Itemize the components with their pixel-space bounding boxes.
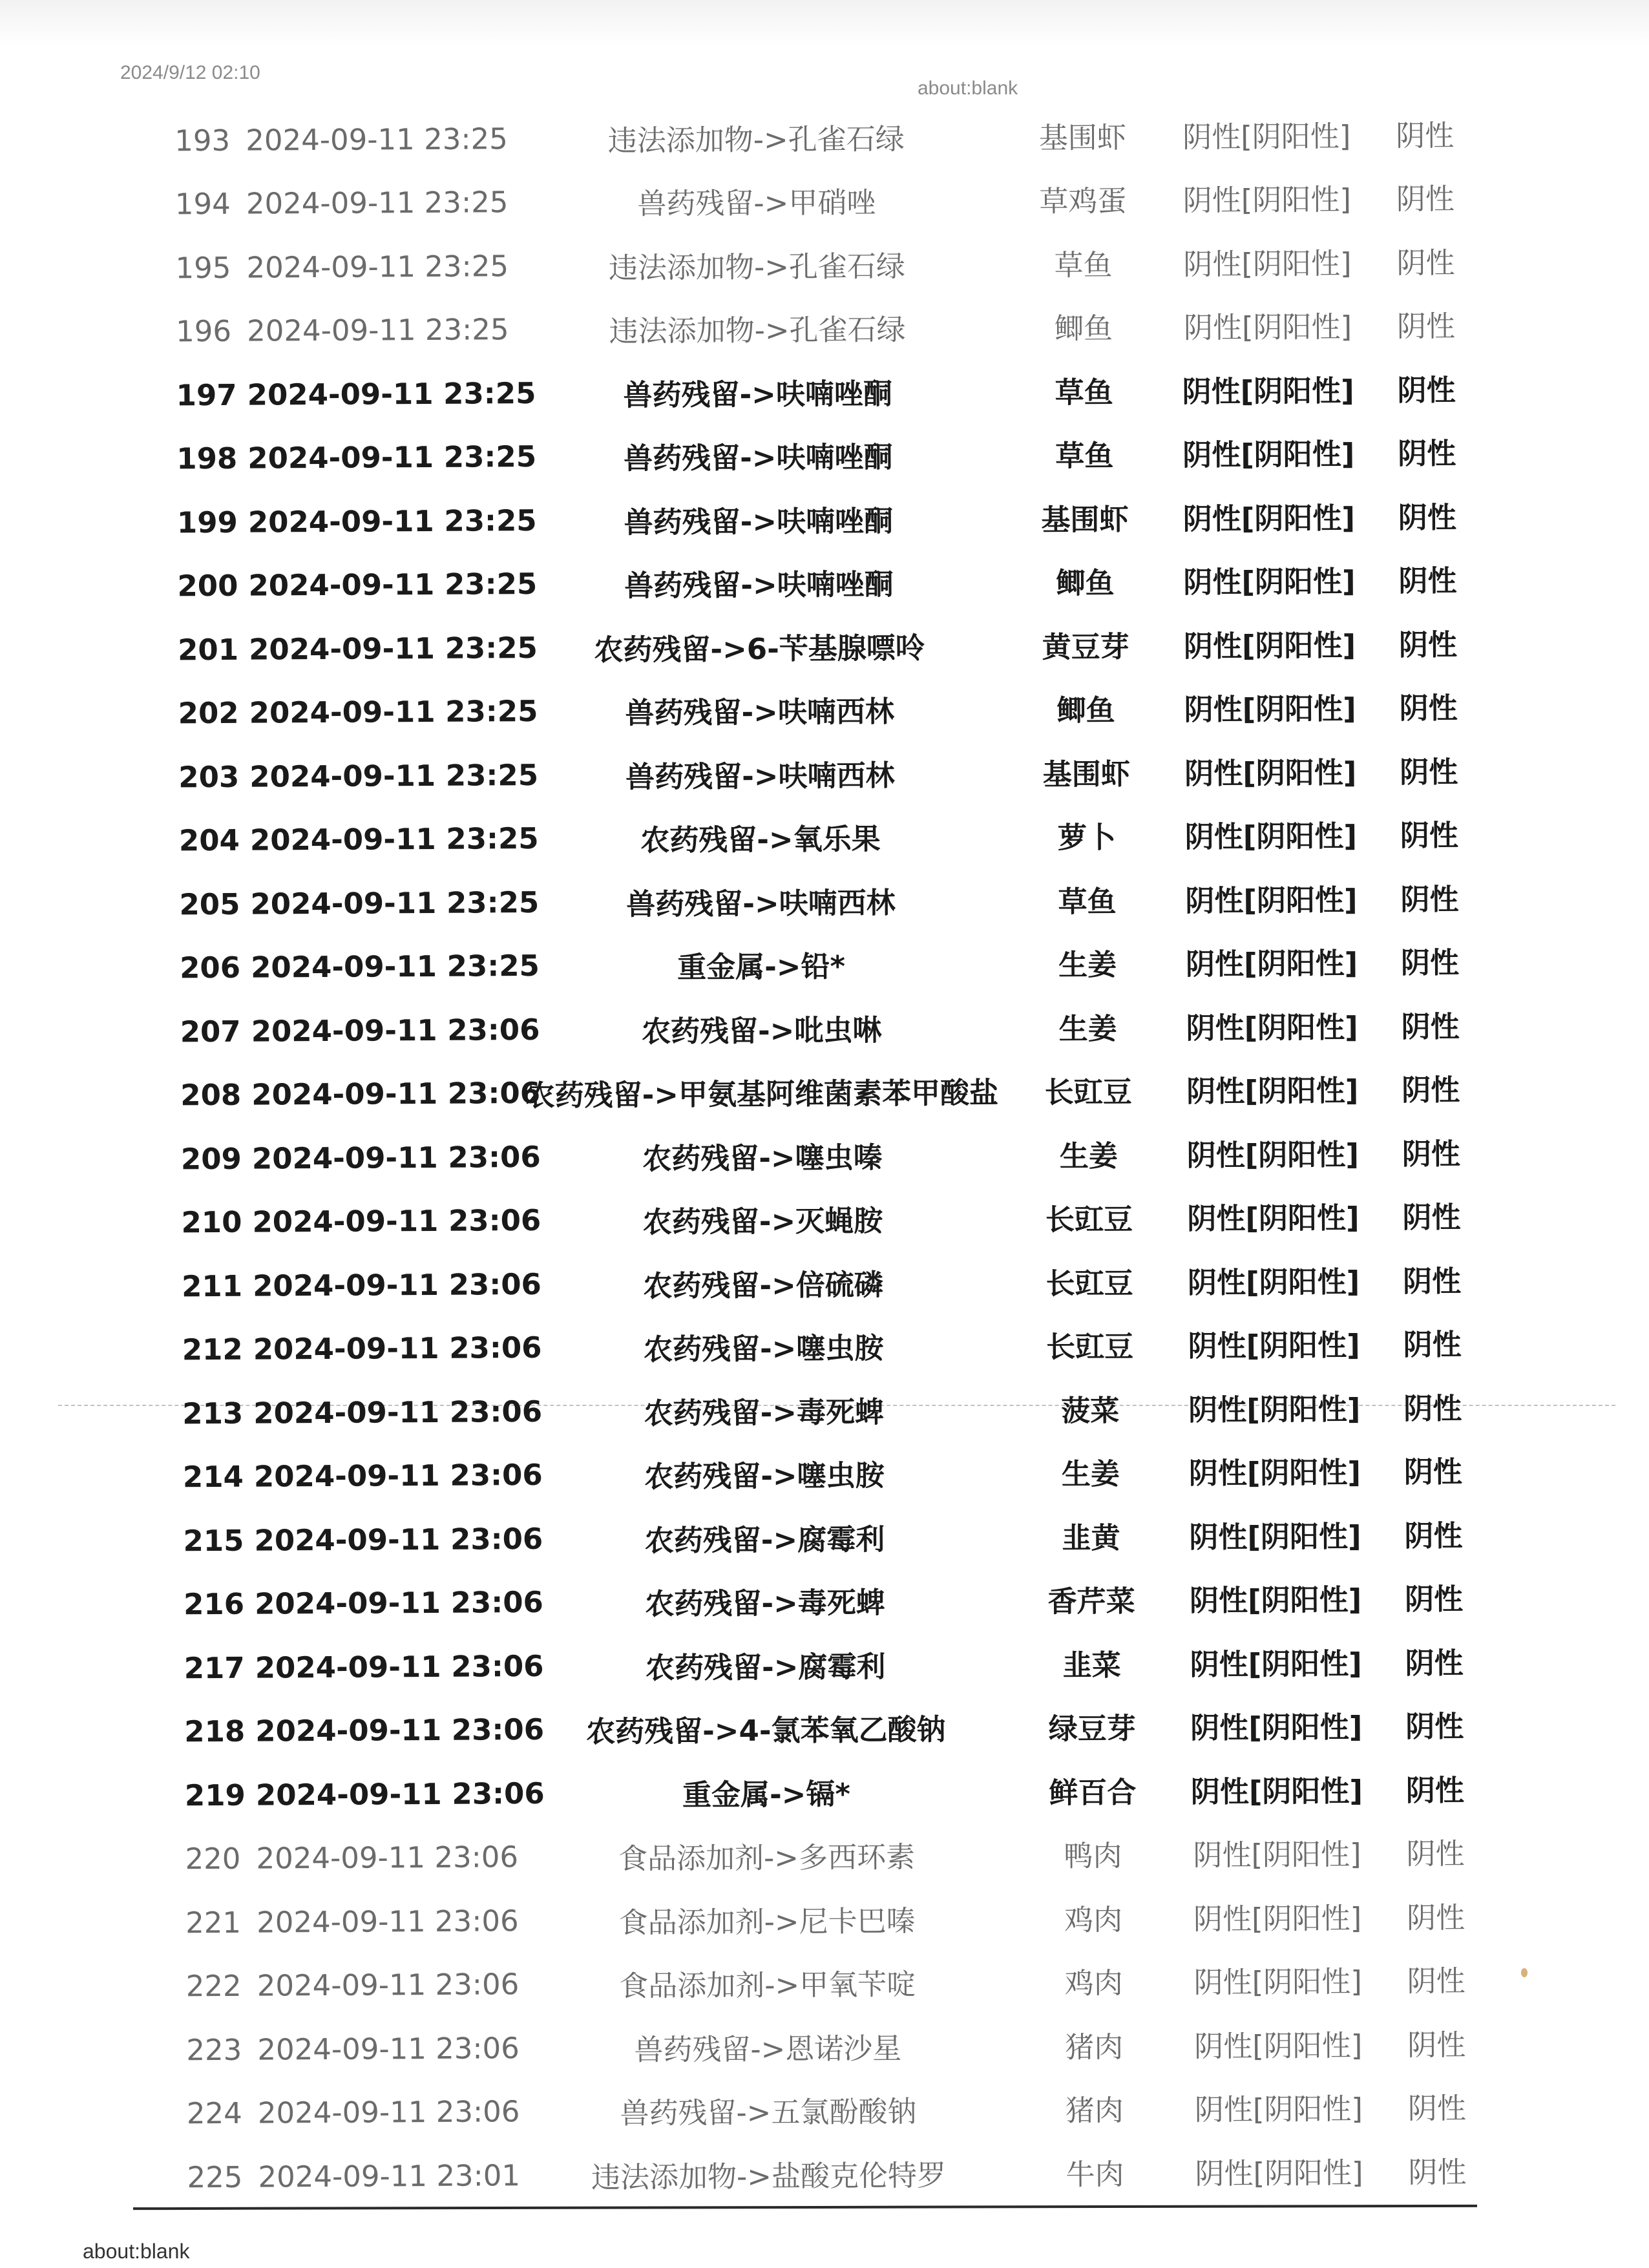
record-row [12, 2009, 1649, 2083]
record-result: 阴性 [1406, 1900, 1465, 1935]
record-result: 阴性 [1403, 1327, 1462, 1363]
record-number: 206 [179, 950, 241, 985]
record-result: 阴性 [1403, 1391, 1462, 1426]
record-result: 阴性 [1404, 1582, 1464, 1617]
record-standard: 阴性[阴阳性] [1194, 2092, 1363, 2128]
record-row [12, 2136, 1649, 2210]
record-time: 2024-09-11 23:06 [256, 1840, 519, 1876]
record-time: 2024-09-11 23:06 [255, 1776, 545, 1812]
record-sample: 基围虾 [1041, 502, 1129, 537]
record-standard: 阴性[阴阳性] [1185, 946, 1358, 982]
record-standard: 阴性[阴阳性] [1188, 1391, 1361, 1427]
print-timestamp: 2024/9/12 02:10 [120, 62, 260, 83]
record-test-item: 农药残留->甲氨基阿维菌素苯甲酸盐 [525, 1075, 999, 1113]
record-sample: 草鱼 [1054, 247, 1113, 282]
record-sample: 基围虾 [1038, 120, 1126, 155]
record-sample: 鸡肉 [1064, 1966, 1123, 2001]
record-result: 阴性 [1408, 2154, 1467, 2190]
record-sample: 草鸡蛋 [1039, 184, 1127, 219]
record-result: 阴性 [1398, 563, 1457, 599]
record-standard: 阴性[阴阳性] [1193, 1837, 1361, 1873]
record-number: 221 [185, 1905, 242, 1940]
record-test-item: 兽药残留->呋喃西林 [625, 758, 895, 794]
record-number: 210 [181, 1204, 242, 1240]
record-sample: 基围虾 [1042, 757, 1130, 792]
record-row [11, 1946, 1649, 2019]
record-number: 201 [177, 632, 239, 667]
record-standard: 阴性[阴阳性] [1194, 2028, 1363, 2064]
record-sample: 草鱼 [1055, 375, 1113, 410]
record-number: 215 [183, 1523, 244, 1559]
record-test-item: 兽药残留->呋喃唑酮 [624, 503, 894, 540]
record-sample: 猪肉 [1065, 2093, 1124, 2128]
record-number: 204 [178, 823, 240, 858]
record-standard: 阴性[阴阳性] [1193, 1900, 1362, 1937]
record-number: 222 [185, 1969, 242, 2004]
record-row [11, 1882, 1649, 1955]
record-standard: 阴性[阴阳性] [1183, 246, 1352, 282]
record-row [12, 2073, 1649, 2147]
record-number: 207 [180, 1014, 241, 1049]
record-standard: 阴性[阴阳性] [1183, 310, 1352, 346]
record-row [1, 354, 1649, 428]
record-test-item: 农药残留->毒死蜱 [644, 1394, 885, 1431]
record-sample: 长豇豆 [1046, 1329, 1134, 1365]
record-standard: 阴性[阴阳性] [1182, 373, 1354, 409]
print-url: about:blank [918, 78, 1018, 99]
record-time: 2024-09-11 23:06 [255, 1648, 544, 1685]
record-row [5, 863, 1649, 937]
record-number: 213 [182, 1396, 244, 1431]
record-standard: 阴性[阴阳性] [1182, 182, 1352, 218]
record-test-item: 农药残留->噻虫胺 [644, 1458, 885, 1495]
record-number: 216 [183, 1586, 245, 1622]
record-test-item: 重金属->铅* [677, 949, 846, 985]
record-number: 205 [179, 887, 240, 922]
record-number: 225 [187, 2159, 243, 2195]
record-result: 阴性 [1400, 881, 1459, 917]
record-time: 2024-09-11 23:06 [253, 1458, 543, 1494]
record-test-item: 兽药残留->呋喃西林 [626, 885, 896, 921]
record-test-item: 食品添加剂->甲氧苄啶 [619, 1967, 916, 2004]
record-row [3, 545, 1649, 619]
record-number: 199 [176, 505, 238, 540]
record-row [3, 481, 1649, 555]
record-test-item: 农药残留->吡虫啉 [641, 1013, 882, 1049]
record-standard: 阴性[阴阳性] [1187, 1201, 1360, 1237]
record-number: 200 [177, 569, 238, 604]
record-time: 2024-09-11 23:06 [253, 1330, 542, 1367]
record-standard: 阴性[阴阳性] [1186, 1073, 1359, 1109]
record-sample: 长豇豆 [1045, 1266, 1133, 1301]
record-row [8, 1372, 1649, 1446]
record-sample: 萝卜 [1057, 820, 1117, 856]
record-standard: 阴性[阴阳性] [1190, 1646, 1362, 1682]
record-time: 2024-09-11 23:06 [251, 1012, 540, 1049]
record-test-item: 兽药残留->呋喃西林 [625, 694, 895, 731]
record-result: 阴性 [1400, 945, 1460, 981]
record-result: 阴性 [1400, 754, 1458, 790]
record-row [10, 1691, 1649, 1765]
record-number: 208 [180, 1077, 242, 1113]
record-number: 220 [185, 1842, 241, 1876]
record-time: 2024-09-11 23:06 [254, 1521, 543, 1558]
record-test-item: 兽药残留->呋喃唑酮 [624, 567, 894, 604]
record-sample: 生姜 [1058, 947, 1117, 983]
record-sample: 鲜百合 [1049, 1775, 1137, 1810]
record-sample: 长豇豆 [1044, 1075, 1132, 1110]
record-time: 2024-09-11 23:25 [248, 567, 538, 603]
record-sample: 草鱼 [1058, 884, 1117, 919]
record-test-item: 农药残留->噻虫嗪 [642, 1140, 883, 1176]
record-row [5, 800, 1649, 874]
record-test-item: 农药残留->氧乐果 [640, 821, 881, 858]
record-result: 阴性 [1398, 499, 1457, 535]
record-time: 2024-09-11 23:06 [255, 1712, 545, 1748]
record-row [3, 609, 1649, 682]
record-sample: 猪肉 [1065, 2030, 1124, 2064]
record-test-item: 违法添加物->孔雀石绿 [608, 249, 906, 285]
record-test-item: 兽药残留->五氯酚酸钠 [620, 2094, 917, 2131]
record-row [1, 227, 1649, 300]
record-standard: 阴性[阴阳性] [1186, 1009, 1358, 1045]
record-sample: 生姜 [1061, 1456, 1120, 1492]
record-time: 2024-09-11 23:06 [253, 1394, 543, 1431]
record-sample: 韭菜 [1062, 1648, 1121, 1683]
record-time: 2024-09-11 23:25 [250, 949, 540, 985]
record-row [10, 1818, 1649, 1892]
record-test-item: 违法添加物->孔雀石绿 [609, 312, 906, 349]
record-test-item: 重金属->镉* [682, 1776, 851, 1812]
record-number: 217 [184, 1650, 245, 1686]
record-sample: 绿豆芽 [1048, 1711, 1136, 1747]
record-standard: 阴性[阴阳性] [1183, 564, 1356, 600]
record-row [1, 291, 1649, 364]
record-number: 214 [182, 1459, 244, 1495]
record-result: 阴性 [1398, 627, 1458, 662]
record-standard: 阴性[阴阳性] [1187, 1264, 1360, 1300]
record-test-item: 食品添加剂->尼卡巴嗪 [618, 1904, 916, 1940]
record-result: 阴性 [1402, 1136, 1461, 1171]
record-test-item: 农药残留->6-苄基腺嘌呤 [594, 631, 925, 667]
record-time: 2024-09-11 23:25 [247, 503, 537, 540]
record-time: 2024-09-11 23:25 [246, 248, 509, 285]
record-standard: 阴性[阴阳性] [1183, 627, 1356, 664]
record-result: 阴性 [1402, 1200, 1461, 1235]
print-footer-url: about:blank [83, 2240, 190, 2263]
record-test-item: 农药残留->4-氯苯氧乙酸钠 [586, 1712, 946, 1749]
record-result: 阴性 [1405, 1772, 1465, 1808]
record-time: 2024-09-11 23:25 [246, 121, 508, 158]
record-row [6, 1118, 1649, 1192]
record-standard: 阴性[阴阳性] [1184, 755, 1357, 791]
record-test-item: 兽药残留->恩诺沙星 [634, 2031, 902, 2067]
record-result: 阴性 [1402, 1073, 1460, 1108]
record-time: 2024-09-11 23:06 [251, 1139, 541, 1176]
record-row [6, 1182, 1649, 1255]
record-standard: 阴性[阴阳性] [1188, 1328, 1360, 1364]
record-number: 218 [184, 1714, 246, 1749]
record-time: 2024-09-11 23:25 [247, 375, 536, 412]
record-row [10, 1754, 1649, 1828]
record-test-item: 农药残留->腐霉利 [645, 1649, 886, 1685]
record-row [6, 1055, 1649, 1128]
record-time: 2024-09-11 23:06 [252, 1203, 541, 1239]
record-test-item: 违法添加物->盐酸克伦特罗 [591, 2158, 947, 2195]
record-standard: 阴性[阴阳性] [1195, 2155, 1363, 2191]
record-test-item: 农药残留->噻虫胺 [643, 1330, 884, 1367]
record-result: 阴性 [1398, 436, 1456, 472]
record-sample: 鲫鱼 [1054, 311, 1113, 346]
record-sample: 牛肉 [1066, 2157, 1124, 2192]
record-result: 阴性 [1396, 182, 1455, 217]
record-number: 195 [175, 250, 231, 286]
record-result: 阴性 [1403, 1454, 1463, 1490]
record-time: 2024-09-11 23:06 [256, 1903, 519, 1940]
record-number: 194 [174, 187, 231, 222]
record-result: 阴性 [1397, 372, 1456, 408]
record-sample: 鸡肉 [1064, 1902, 1123, 1937]
record-time: 2024-09-11 23:06 [257, 2094, 520, 2130]
record-time: 2024-09-11 23:25 [249, 694, 538, 730]
record-standard: 阴性[阴阳性] [1188, 1455, 1361, 1491]
record-standard: 阴性[阴阳性] [1182, 500, 1356, 536]
record-sample: 黄豆芽 [1042, 629, 1129, 664]
record-sample: 生姜 [1058, 1011, 1117, 1046]
record-standard: 阴性[阴阳性] [1189, 1582, 1362, 1619]
record-test-item: 食品添加剂->多西环素 [618, 1840, 916, 1876]
record-result: 阴性 [1405, 1645, 1464, 1681]
record-row [8, 1500, 1649, 1573]
record-standard: 阴性[阴阳性] [1190, 1710, 1363, 1746]
record-row [8, 1436, 1649, 1510]
record-row [5, 991, 1649, 1064]
record-standard: 阴性[阴阳性] [1182, 437, 1355, 473]
record-row [7, 1309, 1649, 1383]
record-time: 2024-09-11 23:06 [254, 1585, 544, 1621]
record-sample: 草鱼 [1055, 438, 1114, 474]
record-result: 阴性 [1407, 2027, 1466, 2063]
record-result: 阴性 [1400, 818, 1459, 854]
scan-shadow [0, 0, 1649, 45]
record-sample: 菠菜 [1061, 1393, 1120, 1428]
print-header [0, 62, 1649, 101]
record-test-item: 违法添加物->孔雀石绿 [607, 121, 905, 158]
record-result: 阴性 [1404, 1518, 1463, 1553]
record-number: 219 [184, 1778, 246, 1813]
record-sample: 鲫鱼 [1056, 565, 1115, 601]
record-test-item: 农药残留->腐霉利 [644, 1522, 885, 1558]
record-row [4, 736, 1649, 810]
record-standard: 阴性[阴阳性] [1186, 1137, 1360, 1173]
record-number: 223 [186, 2032, 242, 2068]
record-time: 2024-09-11 23:25 [249, 757, 539, 794]
record-standard: 阴性[阴阳性] [1189, 1518, 1361, 1555]
record-number: 203 [178, 759, 240, 795]
record-time: 2024-09-11 23:06 [257, 2030, 520, 2067]
record-number: 196 [175, 314, 232, 349]
record-time: 2024-09-11 23:25 [246, 312, 509, 348]
record-result: 阴性 [1401, 1009, 1460, 1044]
record-number: 212 [182, 1332, 243, 1367]
record-sample: 香芹菜 [1047, 1584, 1135, 1619]
record-result: 阴性 [1402, 1263, 1462, 1299]
record-sample: 鸭肉 [1064, 1838, 1122, 1874]
record-sample: 鲫鱼 [1056, 693, 1115, 728]
record-result: 阴性 [1396, 118, 1455, 153]
record-result: 阴性 [1407, 1964, 1465, 1999]
record-row [2, 418, 1649, 492]
record-result: 阴性 [1406, 1836, 1465, 1872]
record-standard: 阴性[阴阳性] [1184, 691, 1356, 728]
record-time: 2024-09-11 23:25 [246, 185, 509, 221]
record-result: 阴性 [1405, 1709, 1464, 1745]
record-row [7, 1245, 1649, 1319]
record-test-item: 兽药残留->呋喃唑酮 [623, 376, 893, 412]
record-test-item: 农药残留->灭蝇胺 [642, 1203, 883, 1240]
record-result: 阴性 [1396, 246, 1455, 280]
record-row [9, 1627, 1649, 1701]
record-standard: 阴性[阴阳性] [1185, 882, 1358, 918]
record-row [0, 100, 1649, 173]
record-number: 198 [176, 441, 238, 476]
record-result: 阴性 [1399, 691, 1458, 726]
record-test-item: 兽药残留->呋喃唑酮 [623, 439, 893, 476]
record-test-item: 农药残留->倍硫磷 [643, 1267, 883, 1303]
record-number: 209 [180, 1141, 242, 1177]
record-number: 224 [186, 2096, 243, 2131]
record-time: 2024-09-11 23:25 [250, 885, 540, 921]
record-sample: 韭黄 [1062, 1520, 1120, 1555]
record-result: 阴性 [1396, 309, 1456, 344]
record-test-item: 农药残留->毒死蜱 [645, 1585, 885, 1622]
record-time: 2024-09-11 23:06 [251, 1076, 541, 1112]
record-time: 2024-09-11 23:25 [249, 821, 539, 857]
scan-speck [1521, 1968, 1528, 1977]
record-time: 2024-09-11 23:06 [252, 1266, 542, 1303]
record-standard: 阴性[阴阳性] [1184, 819, 1358, 855]
record-row [5, 927, 1649, 1001]
record-time: 2024-09-11 23:06 [257, 1967, 520, 2003]
record-standard: 阴性[阴阳性] [1193, 1964, 1362, 2000]
record-row [1, 163, 1649, 237]
record-standard: 阴性[阴阳性] [1182, 118, 1351, 154]
record-number: 202 [178, 696, 239, 731]
record-result: 阴性 [1407, 2091, 1467, 2126]
record-sample: 生姜 [1059, 1139, 1119, 1173]
record-time: 2024-09-11 23:25 [247, 439, 537, 476]
record-row [9, 1564, 1649, 1637]
record-test-item: 兽药残留->甲硝唑 [637, 185, 876, 222]
records-list [0, 100, 1649, 2210]
record-sample: 长豇豆 [1045, 1202, 1133, 1237]
record-standard: 阴性[阴阳性] [1190, 1773, 1363, 1809]
record-time: 2024-09-11 23:25 [248, 630, 538, 667]
record-number: 197 [176, 377, 237, 413]
record-time: 2024-09-11 23:01 [258, 2158, 521, 2194]
record-number: 211 [181, 1268, 243, 1304]
record-number: 193 [174, 123, 231, 158]
record-row [3, 673, 1649, 746]
